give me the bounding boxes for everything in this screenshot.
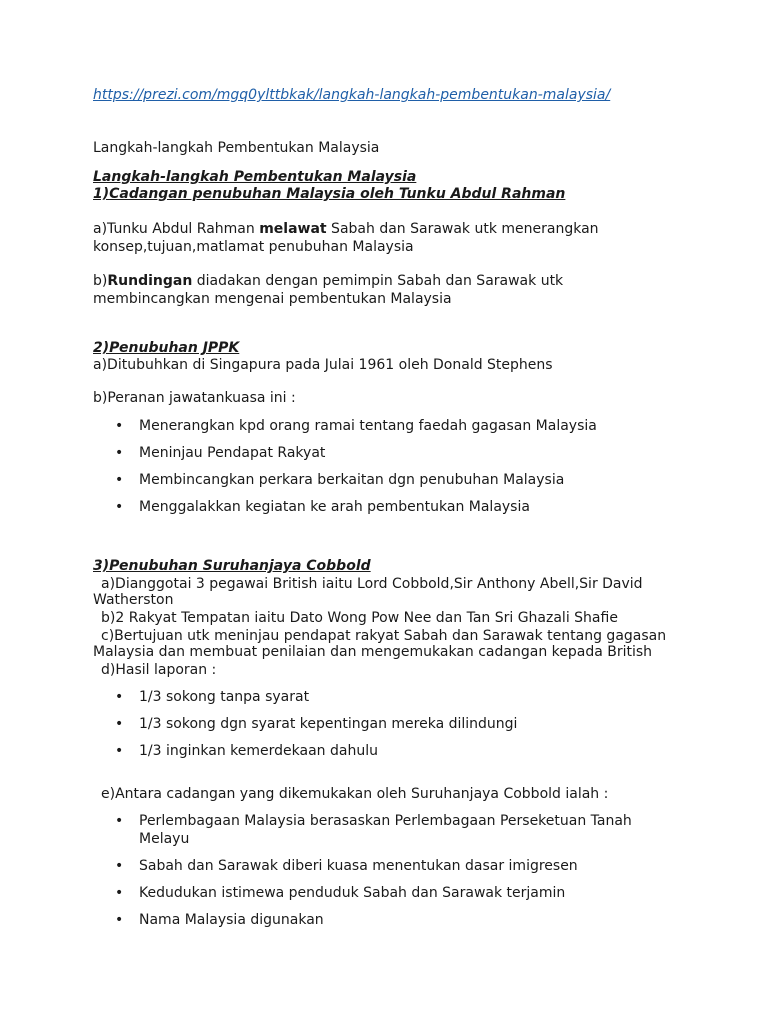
bold-text: Rundingan [107, 273, 193, 289]
list-item-text: Meninjau Pendapat Rakyat [139, 445, 326, 461]
text: konsep,tujuan,matlamat penubuhan Malaysia [93, 239, 414, 255]
bullet-icon: • [115, 716, 124, 732]
title-italic: Langkah-langkah Pembentukan Malaysia [93, 169, 417, 185]
source-link-line [93, 87, 693, 104]
list-item [93, 417, 693, 435]
list-item [93, 742, 693, 760]
bullet-icon: • [115, 499, 124, 515]
text: Sabah dan Sarawak utk menerangkan [326, 221, 599, 237]
section-1-heading: 1)Cadangan penubuhan Malaysia oleh Tunku Abdul Rahman [93, 186, 566, 202]
section-1-point-a [93, 220, 693, 256]
list-item-text: 1/3 inginkan kemerdekaan dahulu [139, 743, 378, 759]
section-3-point-a [93, 575, 693, 593]
list-item [93, 812, 659, 848]
bullet-icon: • [115, 472, 124, 488]
list-item-text: 1/3 sokong tanpa syarat [139, 689, 310, 705]
list-item [93, 715, 693, 733]
list-item-text: Membincangkan perkara berkaitan dgn penubuhan Malaysia [139, 472, 565, 488]
section-3-point-b: b)2 Rakyat Tempatan iaitu Dato Wong Pow Nee dan Tan Sri Ghazali Shafie [101, 610, 618, 626]
section-3-point-a-cont: Watherston [93, 592, 174, 608]
list-item-text: Perlembagaan Malaysia berasaskan Perlembagaan Perseketuan Tanah Melayu [139, 813, 632, 847]
section-3-heading: 3)Penubuhan Suruhanjaya Cobbold [93, 558, 371, 574]
section-3-proposal-list [93, 812, 693, 929]
source-link[interactable]: https://prezi.com/mgq0ylttbkak/langkah-langkah-pembentukan-malaysia/ [93, 87, 611, 103]
document-page [93, 87, 693, 929]
bullet-icon: • [115, 813, 124, 829]
bullet-icon: • [115, 858, 124, 874]
text: membincangkan mengenai pembentukan Malaysia [93, 291, 452, 307]
list-item [93, 857, 693, 875]
list-item [93, 884, 693, 902]
section-1-point-b [93, 272, 693, 308]
text: a)Dianggotai 3 pegawai British iaitu Lord Cobbold,Sir Anthony Abell,Sir David [101, 576, 643, 592]
list-item [93, 688, 693, 706]
list-item-text: Kedudukan istimewa penduduk Sabah dan Sarawak terjamin [139, 885, 566, 901]
section-3-point-e: e)Antara cadangan yang dikemukakan oleh Suruhanjaya Cobbold ialah : [101, 786, 609, 802]
bullet-icon: • [115, 743, 124, 759]
section-3-result-list [93, 688, 693, 760]
section-2-point-a: a)Ditubuhkan di Singapura pada Julai 1961 oleh Donald Stephens [93, 357, 553, 373]
bullet-icon: • [115, 445, 124, 461]
bold-text: melawat [259, 221, 327, 237]
list-item [93, 498, 693, 516]
section-2-heading: 2)Penubuhan JPPK [93, 340, 240, 356]
bullet-icon: • [115, 418, 124, 434]
section-2-bullet-list [93, 417, 693, 516]
text: b) [93, 273, 108, 289]
list-item-text: Menerangkan kpd orang ramai tentang faedah gagasan Malaysia [139, 418, 597, 434]
list-item-text: 1/3 sokong dgn syarat kepentingan mereka dilindungi [139, 716, 518, 732]
list-item-text: Menggalakkan kegiatan ke arah pembentukan Malaysia [139, 499, 530, 515]
list-item [93, 444, 693, 462]
list-item-text: Sabah dan Sarawak diberi kuasa menentukan dasar imigresen [139, 858, 578, 874]
bullet-icon: • [115, 689, 124, 705]
text: diadakan dengan pemimpin Sabah dan Sarawak utk [192, 273, 564, 289]
text: a)Tunku Abdul Rahman [93, 221, 260, 237]
section-3-point-c-cont: Malaysia dan membuat penilaian dan mengemukakan cadangan kepada British [93, 644, 653, 660]
bullet-icon: • [115, 885, 124, 901]
bullet-icon: • [115, 912, 124, 928]
title-plain: Langkah-langkah Pembentukan Malaysia [93, 140, 380, 156]
section-3-point-c: c)Bertujuan utk meninjau pendapat rakyat Sabah dan Sarawak tentang gagasan [101, 628, 667, 644]
section-3-point-d: d)Hasil laporan : [101, 662, 217, 678]
list-item [93, 471, 693, 489]
section-2-point-b: b)Peranan jawatankuasa ini : [93, 390, 296, 406]
list-item-text: Nama Malaysia digunakan [139, 912, 324, 928]
list-item [93, 911, 693, 929]
